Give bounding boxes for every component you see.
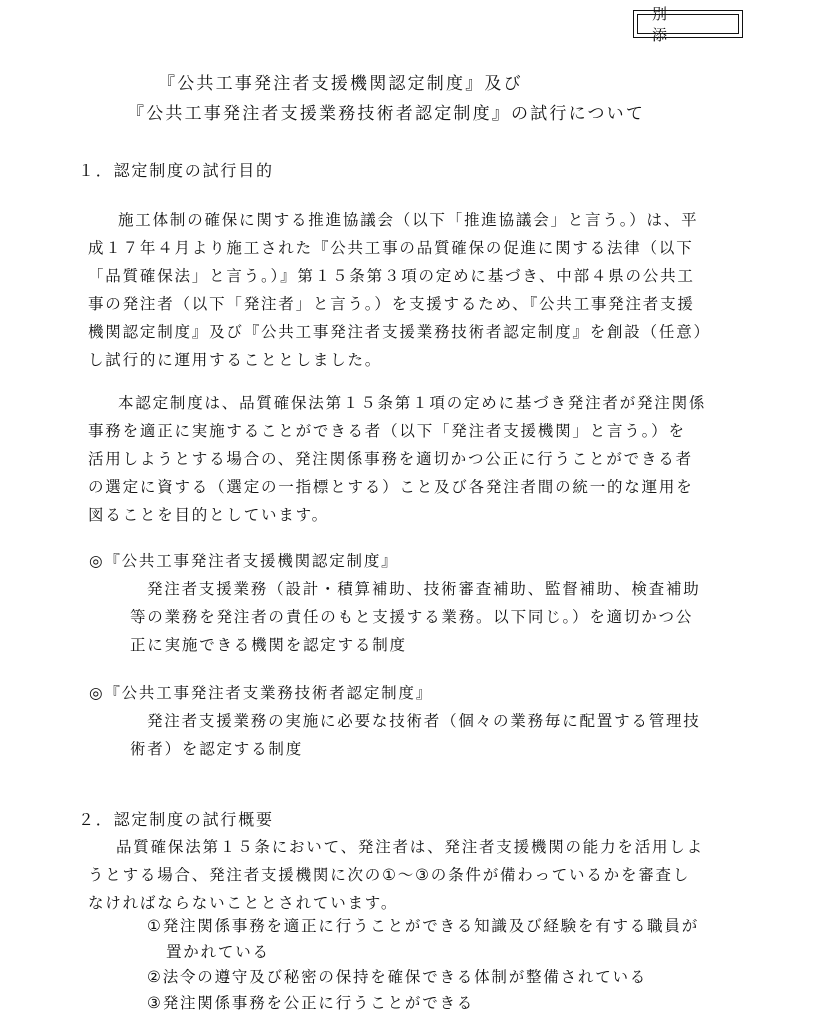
attachment-label-box	[633, 5, 743, 44]
condition-2: ②法令の遵守及び秘密の保持を確保できる体制が整備されている	[147, 968, 648, 986]
item1-body-line: 等の業務を発注者の責任のもと支援する業務。以下同じ。）を適切かつ公	[130, 608, 694, 626]
para1-line: 機関認定制度』及び『公共工事発注者支援業務技術者認定制度』を創設（任意）	[88, 323, 711, 341]
para3-line: なければならないこととされています。	[88, 894, 399, 912]
para2-line: 図ることを目的としています。	[88, 506, 329, 524]
section-2-heading: ２．認定制度の試行概要	[78, 810, 274, 829]
item1-body-line: 発注者支援業務（設計・積算補助、技術審査補助、監督補助、検査補助	[147, 580, 701, 598]
para1-line: 成１７年４月より施工された『公共工事の品質確保の促進に関する法律（以下	[88, 239, 694, 257]
para2-line: の選定に資する（選定の一指標とする）こと及び各発注者間の統一的な運用を	[88, 478, 694, 496]
para2-line: 活用しようとする場合の、発注関係事務を適切かつ公正に行うことができる者	[88, 450, 693, 468]
condition-1-continued: 置かれている	[166, 943, 270, 961]
item1-body-line: 正に実施できる機関を認定する制度	[130, 636, 407, 654]
item2-title: ◎『公共工事発注者支業務技術者認定制度』	[89, 684, 434, 702]
attachment-label: 別 添	[637, 14, 739, 34]
para1-line: 「品質確保法」と言う。）』第１５条第３項の定めに基づき、中部４県の公共工	[88, 267, 695, 285]
title-line-1: 『公共工事発注者支援機関認定制度』及び	[158, 74, 523, 94]
para1-line: 事の発注者（以下「発注者」と言う。）を支援するため、『公共工事発注者支援	[88, 295, 695, 313]
title-line-2: 『公共工事発注者支援業務技術者認定制度』の試行について	[127, 104, 646, 124]
item2-body-line: 術者）を認定する制度	[130, 740, 304, 758]
para2-line: 本認定制度は、品質確保法第１５条第１項の定めに基づき発注者が発注関係	[118, 394, 707, 412]
item2-body-line: 発注者支援業務の実施に必要な技術者（個々の業務毎に配置する管理技	[147, 712, 701, 730]
para3-line: 品質確保法第１５条において、発注者は、発注者支援機関の能力を活用しよ	[116, 838, 704, 856]
para1-line: し試行的に運用することとしました。	[88, 351, 383, 369]
section-1-heading: １．認定制度の試行目的	[78, 161, 274, 180]
para3-line: うとする場合、発注者支援機関に次の①～③の条件が備わっているかを審査し	[88, 866, 691, 884]
condition-1: ①発注関係事務を適正に行うことができる知識及び経験を有する職員が	[147, 917, 699, 935]
item1-title: ◎『公共工事発注者支援機関認定制度』	[89, 552, 399, 570]
condition-3: ③発注関係事務を公正に行うことができる	[147, 994, 475, 1012]
para1-line: 施工体制の確保に関する推進協議会（以下「推進協議会」と言う。）は、平	[118, 211, 699, 229]
para2-line: 事務を適正に実施することができる者（以下「発注者支援機関」と言う。）を	[88, 422, 686, 440]
